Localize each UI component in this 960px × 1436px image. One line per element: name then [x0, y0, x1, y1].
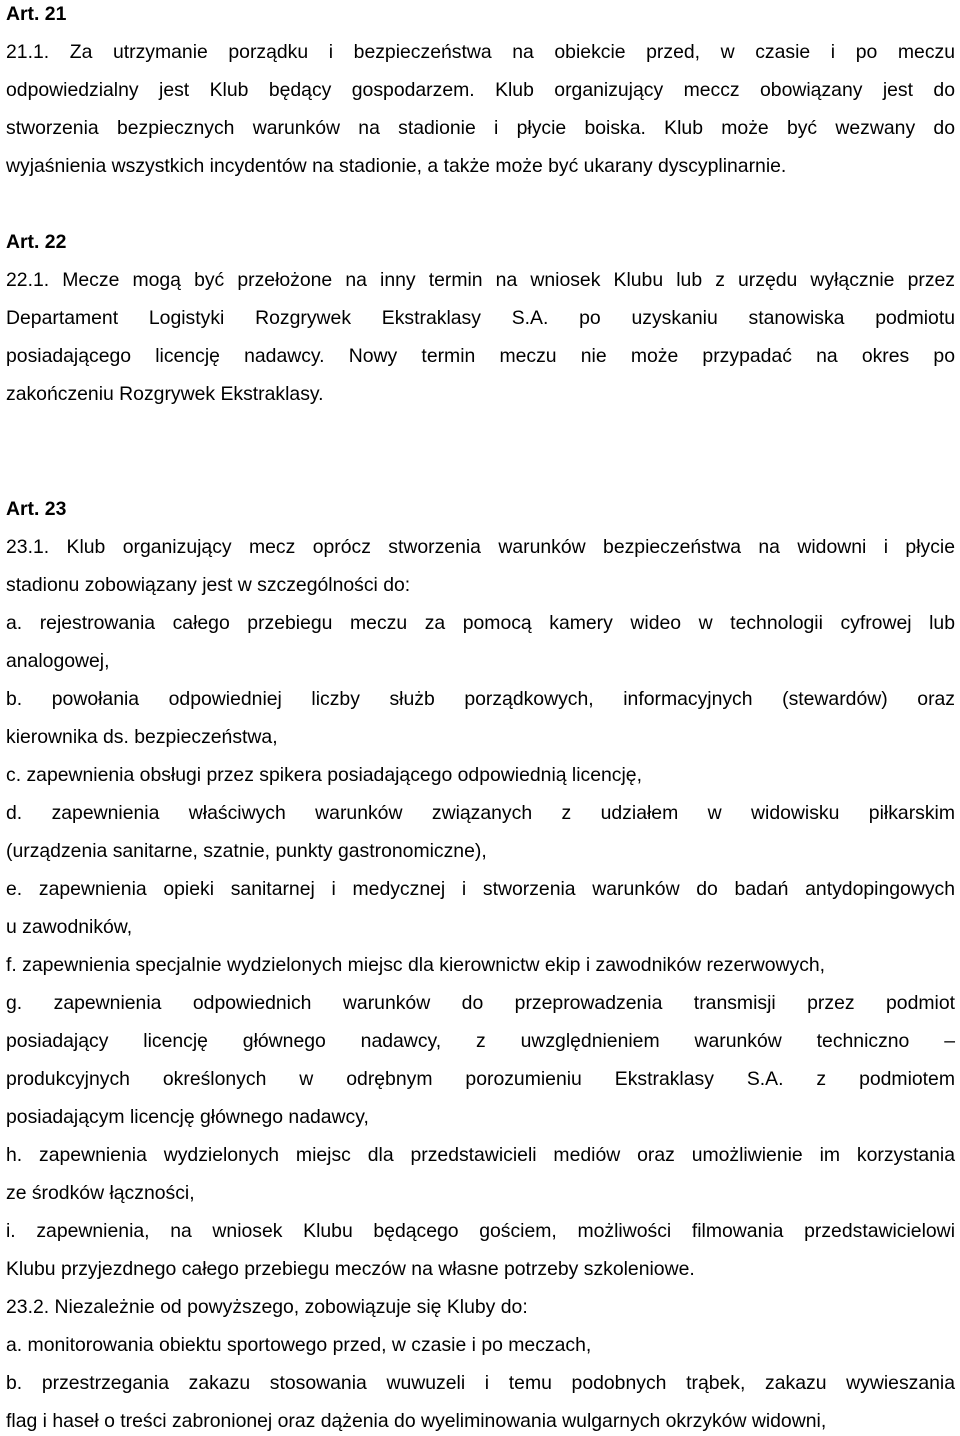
article-23-item-a-line-2: analogowej,	[6, 650, 110, 672]
article-23-item-h-line-2: ze środków łączności,	[6, 1182, 195, 1204]
article-23-item-d-line-2: (urządzenia sanitarne, szatnie, punkty gastronomiczne),	[6, 840, 487, 862]
article-23-2-item-b-line-2: flag i haseł o treści zabronionej oraz dążenia do wyeliminowania wulgarnych okrzyków widowni,	[6, 1410, 827, 1432]
article-23-item-c: c. zapewnienia obsługi przez spikera posiadającego odpowiednią licencję,	[6, 764, 642, 786]
article-23-item-f: f. zapewnienia specjalnie wydzielonych miejsc dla kierownictw ekip i zawodników rezerwowych,	[6, 954, 826, 976]
article-23-item-e-line-2: u zawodników,	[6, 916, 133, 938]
article-23-2-intro: 23.2. Niezależnie od powyższego, zobowiązuje się Kluby do:	[6, 1296, 528, 1318]
article-23-item-g-line-3: produkcyjnych określonych w odrębnym porozumieniu Ekstraklasy S.A. z podmiotem	[6, 1068, 955, 1090]
article-21-line-3: stworzenia bezpiecznych warunków na stadionie i płycie boiska. Klub może być wezwany do	[6, 117, 955, 139]
article-23-2-item-b-line-1: b. przestrzegania zakazu stosowania wuwuzeli i temu podobnych trąbek, zakazu wywieszania	[6, 1372, 955, 1394]
article-22-heading: Art. 22	[6, 231, 67, 253]
article-22-line-2: Departament Logistyki Rozgrywek Ekstraklasy S.A. po uzyskaniu stanowiska podmiotu	[6, 307, 955, 329]
article-21-heading: Art. 21	[6, 3, 67, 25]
article-22-line-3: posiadającego licencję nadawcy. Nowy termin meczu nie może przypadać na okres po	[6, 345, 955, 367]
article-23-item-b-line-2: kierownika ds. bezpieczeństwa,	[6, 726, 278, 748]
article-23-line-2: stadionu zobowiązany jest w szczególności do:	[6, 574, 411, 596]
article-23-item-i-line-2: Klubu przyjezdnego całego przebiegu meczów na własne potrzeby szkoleniowe.	[6, 1258, 695, 1280]
article-23-item-b-line-1: b. powołania odpowiedniej liczby służb porządkowych, informacyjnych (stewardów) oraz	[6, 688, 955, 710]
article-23-item-d-line-1: d. zapewnienia właściwych warunków związanych z udziałem w widowisku piłkarskim	[6, 802, 955, 824]
article-23-heading: Art. 23	[6, 498, 67, 520]
article-23-2-item-a: a. monitorowania obiektu sportowego przed, w czasie i po meczach,	[6, 1334, 592, 1356]
article-23-item-a-line-1: a. rejestrowania całego przebiegu meczu za pomocą kamery wideo w technologii cyfrowej lub	[6, 612, 955, 634]
article-23-item-i-line-1: i. zapewnienia, na wniosek Klubu będącego gościem, możliwości filmowania przedstawicielowi	[6, 1220, 955, 1242]
article-21-line-2: odpowiedzialny jest Klub będący gospodarzem. Klub organizujący meccz obowiązany jest do	[6, 79, 955, 101]
article-21-line-4: wyjaśnienia wszystkich incydentów na stadionie, a także może być ukarany dyscyplinarnie.	[6, 155, 787, 177]
article-23-line-1: 23.1. Klub organizujący mecz oprócz stworzenia warunków bezpieczeństwa na widowni i płycie	[6, 536, 955, 558]
article-22-line-4: zakończeniu Rozgrywek Ekstraklasy.	[6, 383, 324, 405]
article-23-item-h-line-1: h. zapewnienia wydzielonych miejsc dla przedstawicieli mediów oraz umożliwienie im korzystania	[6, 1144, 955, 1166]
article-21-line-1: 21.1. Za utrzymanie porządku i bezpieczeństwa na obiekcie przed, w czasie i po meczu	[6, 41, 955, 63]
article-22-line-1: 22.1. Mecze mogą być przełożone na inny termin na wniosek Klubu lub z urzędu wyłącznie przez	[6, 269, 955, 291]
article-23-item-g-line-4: posiadającym licencję głównego nadawcy,	[6, 1106, 369, 1128]
article-23-item-g-line-2: posiadający licencję głównego nadawcy, z uwzględnieniem warunków techniczno –	[6, 1030, 955, 1052]
article-23-item-g-line-1: g. zapewnienia odpowiednich warunków do przeprowadzenia transmisji przez podmiot	[6, 992, 955, 1014]
article-23-item-e-line-1: e. zapewnienia opieki sanitarnej i medycznej i stworzenia warunków do badań antydopingowych	[6, 878, 955, 900]
